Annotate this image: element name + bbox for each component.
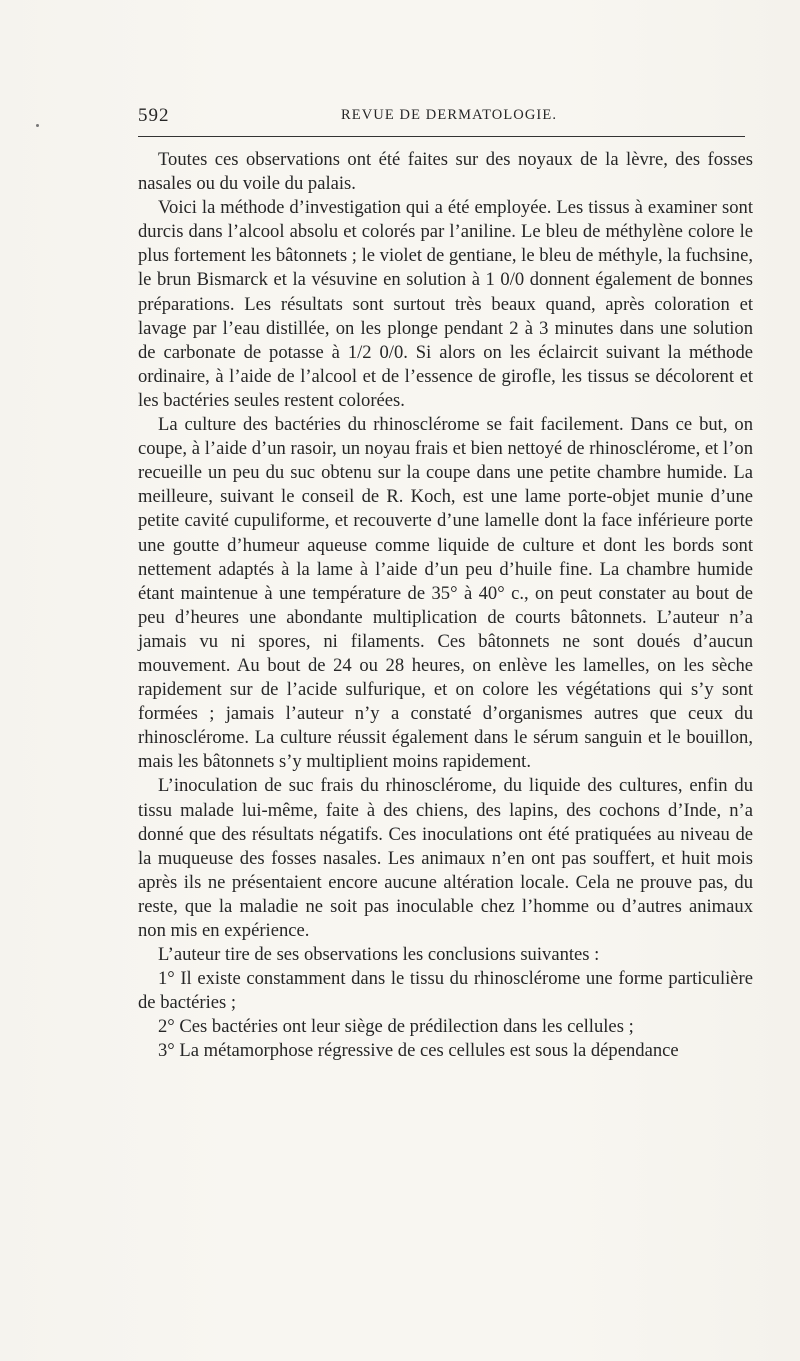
page-number: 592	[138, 105, 170, 126]
conclusion-item-3: 3° La métamorphose régressive de ces cellules est sous la dépendance	[158, 1040, 679, 1062]
body-text	[138, 148, 753, 1064]
paragraph-method: Voici la méthode d’investigation qui a été employée. Les tissus à examiner sont durcis dans l’alcool absolu et colorés par l’aniline. Le bleu de méthylène colore le plus fortement les bâtonnets ; le violet de gentiane, le bleu de méthyle, la fuchsine, le brun Bismarck et la vésuvine en solution à 1 0/0 donnent également de bonnes préparations. Les résultats sont surtout très beaux quand, après coloration et lavage par l’eau distillée, on les plonge pendant 2 à 3 minutes dans une solution de carbonate de potasse à 1/2 0/0. Si alors on les éclaircit suivant la méthode ordinaire, à l’aide de l’alcool et de l’essence de girofle, les tissus se décolorent et les bactéries seules restent colorées.	[138, 197, 753, 411]
paragraph-inoculation: L’inoculation de suc frais du rhinosclérome, du liquide des cultures, enfin du tissu malade lui-même, faite à des chiens, des lapins, des cochons d’Inde, n’a donné que des résultats négatifs. Ces inoculations ont été pratiquées au niveau de la muqueuse des fosses nasales. Les animaux n’en ont pas souffert, et huit mois après ils ne présentaient encore aucune altération locale. Cela ne prouve pas, du reste, que la maladie ne soit pas inoculable chez l’homme ou d’autres animaux non mis en expérience.	[138, 775, 753, 941]
conclusion-item-1: 1° Il existe constamment dans le tissu du rhinosclérome une forme particulière de bactéries ;	[138, 968, 753, 1014]
header-rule	[138, 136, 745, 137]
paragraph-observations: Toutes ces observations ont été faites sur des noyaux de la lèvre, des fosses nasales ou du voile du palais.	[138, 149, 753, 195]
paragraph-culture: La culture des bactéries du rhinosclérome se fait facilement. Dans ce but, on coupe, à l’aide d’un rasoir, un noyau frais et bien nettoyé de rhinosclérome, et l’on recueille un peu du suc obtenu sur la coupe dans une petite chambre humide. La meilleure, suivant le conseil de R. Koch, est une lame porte-objet munie d’une petite cavité cupuliforme, et recouverte d’une lamelle dont la face inférieure porte une goutte d’humeur aqueuse comme liquide de culture et dont les bords sont nettement adaptés à la lame à l’aide d’un peu d’huile fine. La chambre humide étant maintenue à une température de 35° à 40° c., on peut constater au bout de peu d’heures une abondante multiplication de courts bâtonnets. L’auteur n’a jamais vu ni spores, ni filaments. Ces bâtonnets ne sont doués d’aucun mouvement. Au bout de 24 ou 28 heures, on enlève les lamelles, on les sèche rapidement sur de l’acide sulfurique, et on colore les végétations qui s’y sont formées ; jamais l’auteur n’y a constaté d’organismes autres que ceux du rhinosclérome. La culture réussit également dans le sérum sanguin et le bouillon, mais les bâtonnets s’y multiplient moins rapidement.	[138, 414, 753, 773]
paragraph-conclusions-intro: L’auteur tire de ses observations les conclusions suivantes :	[158, 944, 600, 966]
conclusion-item-2: 2° Ces bactéries ont leur siège de prédilection dans les cellules ;	[158, 1016, 634, 1038]
running-title: REVUE DE DERMATOLOGIE.	[341, 107, 558, 123]
margin-dot	[36, 124, 39, 127]
